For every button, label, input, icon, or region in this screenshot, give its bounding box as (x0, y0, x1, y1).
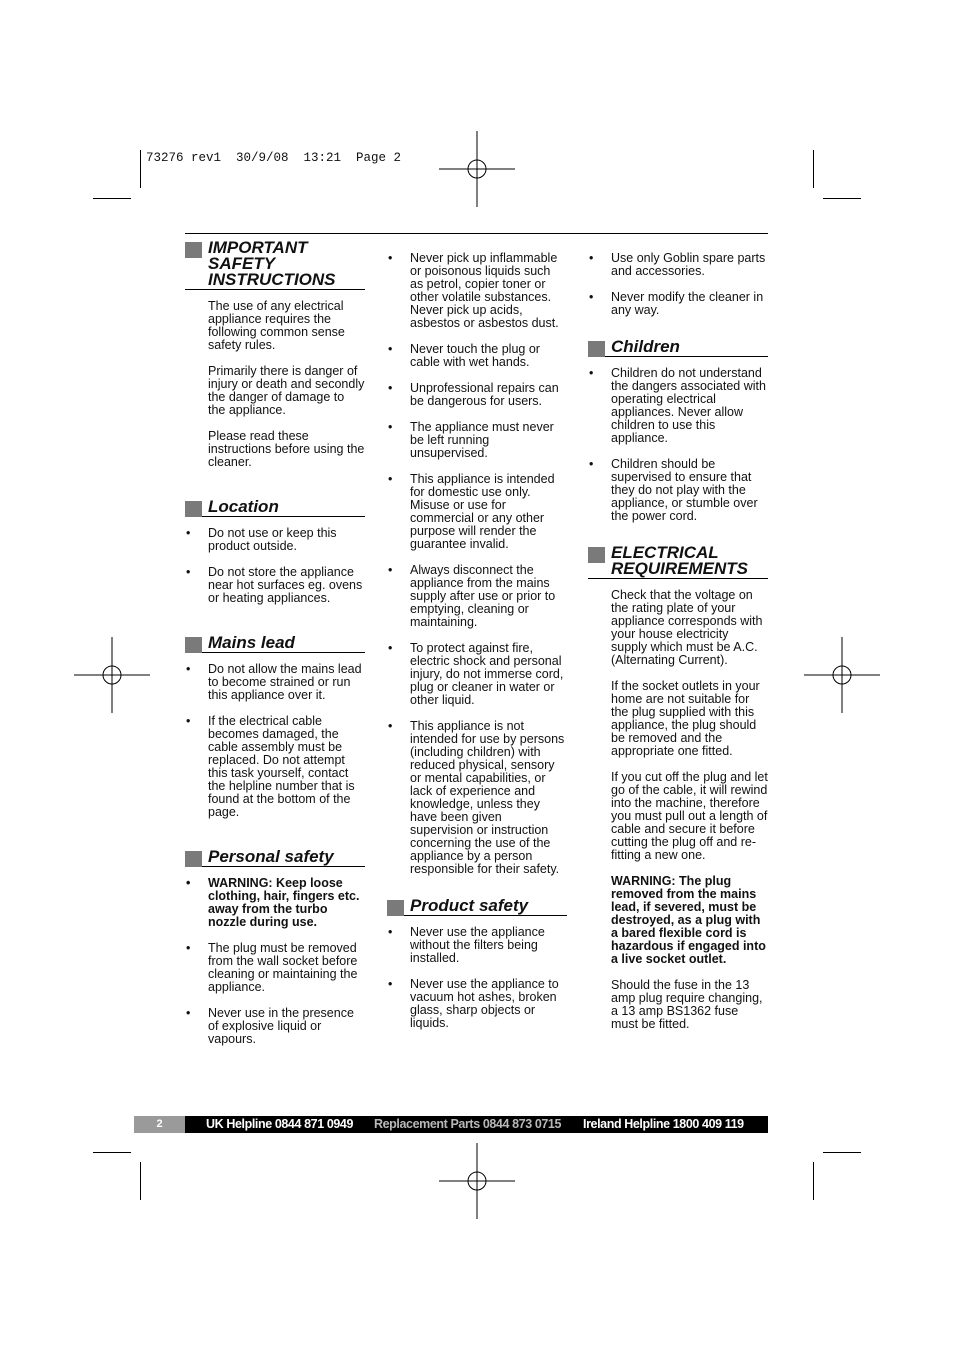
list-item: • Never touch the plug or cable with wet hands. (387, 343, 567, 369)
mains-lead-title: Mains lead (208, 633, 295, 652)
list-item: • Never use the appliance to vacuum hot ashes, broken glass, sharp objects or liquids. (387, 978, 567, 1030)
list-item: • Never use the appliance without the filters being installed. (387, 926, 567, 965)
heading-square-icon (185, 501, 202, 517)
list-item: • Do not store the appliance near hot surfaces eg. ovens or heating appliances. (185, 566, 365, 605)
page-number: 2 (134, 1116, 185, 1133)
paragraph: Please read these instructions before using the cleaner. (208, 429, 365, 469)
list-item: • Do not use or keep this product outside. (185, 527, 365, 553)
children-title: Children (611, 337, 680, 356)
section-heading (185, 635, 365, 653)
registration-mark-icon (439, 131, 515, 207)
important-title: IMPORTANT SAFETY INSTRUCTIONS (208, 238, 336, 289)
list-item: • Always disconnect the appliance from the mains supply after use or prior to emptying, cleaning or maintaining. (387, 564, 567, 629)
list-item: • Never modify the cleaner in any way. (588, 291, 768, 317)
section-heading (387, 898, 567, 916)
list-item: • This appliance is intended for domestic use only. Misuse or use for commercial or any other purpose will render the guarantee invalid. (387, 473, 567, 551)
heading-square-icon (185, 851, 202, 867)
section-heading (588, 545, 768, 579)
list-item: • Use only Goblin spare parts and accessories. (588, 252, 768, 278)
column-right (588, 252, 768, 1044)
list-item: • WARNING: Keep loose clothing, hair, fingers etc. away from the turbo nozzle during use. (185, 877, 365, 929)
replacement-parts: Replacement Parts 0844 873 0715 (374, 1117, 562, 1131)
top-rule (185, 233, 768, 234)
list-item: • Never use in the presence of explosive liquid or vapours. (185, 1007, 365, 1046)
list-item: • Children do not understand the dangers associated with operating electrical appliances. Never allow children to use this appliance. (588, 367, 768, 445)
column-left (185, 240, 365, 1059)
column-middle (387, 252, 567, 1043)
uk-helpline: UK Helpline 0844 871 0949 (206, 1117, 354, 1131)
electrical-title: ELECTRICAL REQUIREMENTS (611, 543, 748, 578)
paragraph: Check that the voltage on the rating plate of your appliance corresponds with your house electricity supply which must be A.C. (Alternating Current). (611, 588, 763, 667)
list-item: • Never pick up inflammable or poisonous liquids such as petrol, copier toner or other volatile substances. Never pick up acids, asbestos or asbestos dust. (387, 252, 567, 330)
registration-mark-icon (439, 1143, 515, 1219)
registration-mark-icon (804, 637, 880, 713)
paragraph: The use of any electrical appliance requires the following common sense safety rules. (208, 299, 345, 352)
paragraph: If you cut off the plug and let go of the cable, it will rewind into the machine, therefore you must pull out a length of cable and secure it before cutting the plug off and re-fitting a new one. (611, 770, 768, 862)
heading-square-icon (185, 637, 202, 653)
list-item: • The appliance must never be left running unsupervised. (387, 421, 567, 460)
section-heading (588, 339, 768, 357)
helpline-footer (134, 1116, 768, 1133)
ireland-helpline: Ireland Helpline 1800 409 119 (583, 1117, 744, 1131)
heading-square-icon (387, 900, 404, 916)
list-item: • Unprofessional repairs can be dangerous for users. (387, 382, 567, 408)
paragraph: Should the fuse in the 13 amp plug require changing, a 13 amp BS1362 fuse must be fitted. (611, 978, 763, 1031)
section-heading (185, 849, 365, 867)
personal-safety-title: Personal safety (208, 847, 334, 866)
registration-mark-icon (74, 637, 150, 713)
warning-paragraph: WARNING: The plug removed from the mains lead, if severed, must be destroyed, as a plug with a bared flexible cord is hazardous if engaged into a live socket outlet. (611, 874, 766, 966)
location-title: Location (208, 497, 279, 516)
paragraph: If the socket outlets in your home are not suitable for the plug supplied with this appliance, the plug should be removed and the appropriate one fitted. (611, 679, 760, 758)
section-heading (185, 499, 365, 517)
list-item: • Children should be supervised to ensure that they do not play with the appliance, or stumble over the power cord. (588, 458, 768, 523)
list-item: • The plug must be removed from the wall socket before cleaning or maintaining the appliance. (185, 942, 365, 994)
list-item: • If the electrical cable becomes damaged, the cable assembly must be replaced. Do not attempt this task yourself, contact the helpline number that is found at the bottom of the page. (185, 715, 365, 819)
list-item: • Do not allow the mains lead to become strained or run this appliance over it. (185, 663, 365, 702)
heading-square-icon (588, 547, 605, 563)
heading-square-icon (588, 341, 605, 357)
list-item: • This appliance is not intended for use by persons (including children) with reduced physical, sensory or mental capabilities, or lack of experience and knowledge, unless they have been given supervision or instruction concerning the use of the appliance by a person responsible for their safety. (387, 720, 567, 876)
heading-square-icon (185, 242, 202, 258)
paragraph: Primarily there is danger of injury or death and secondly the danger of damage to the appliance. (208, 364, 365, 417)
product-safety-title: Product safety (410, 896, 529, 915)
print-slug: 73276 rev1 30/9/08 13:21 Page 2 (146, 151, 402, 165)
section-heading (185, 240, 365, 290)
list-item: • To protect against fire, electric shock and personal injury, do not immerse cord, plug or cleaner in water or other liquid. (387, 642, 567, 707)
